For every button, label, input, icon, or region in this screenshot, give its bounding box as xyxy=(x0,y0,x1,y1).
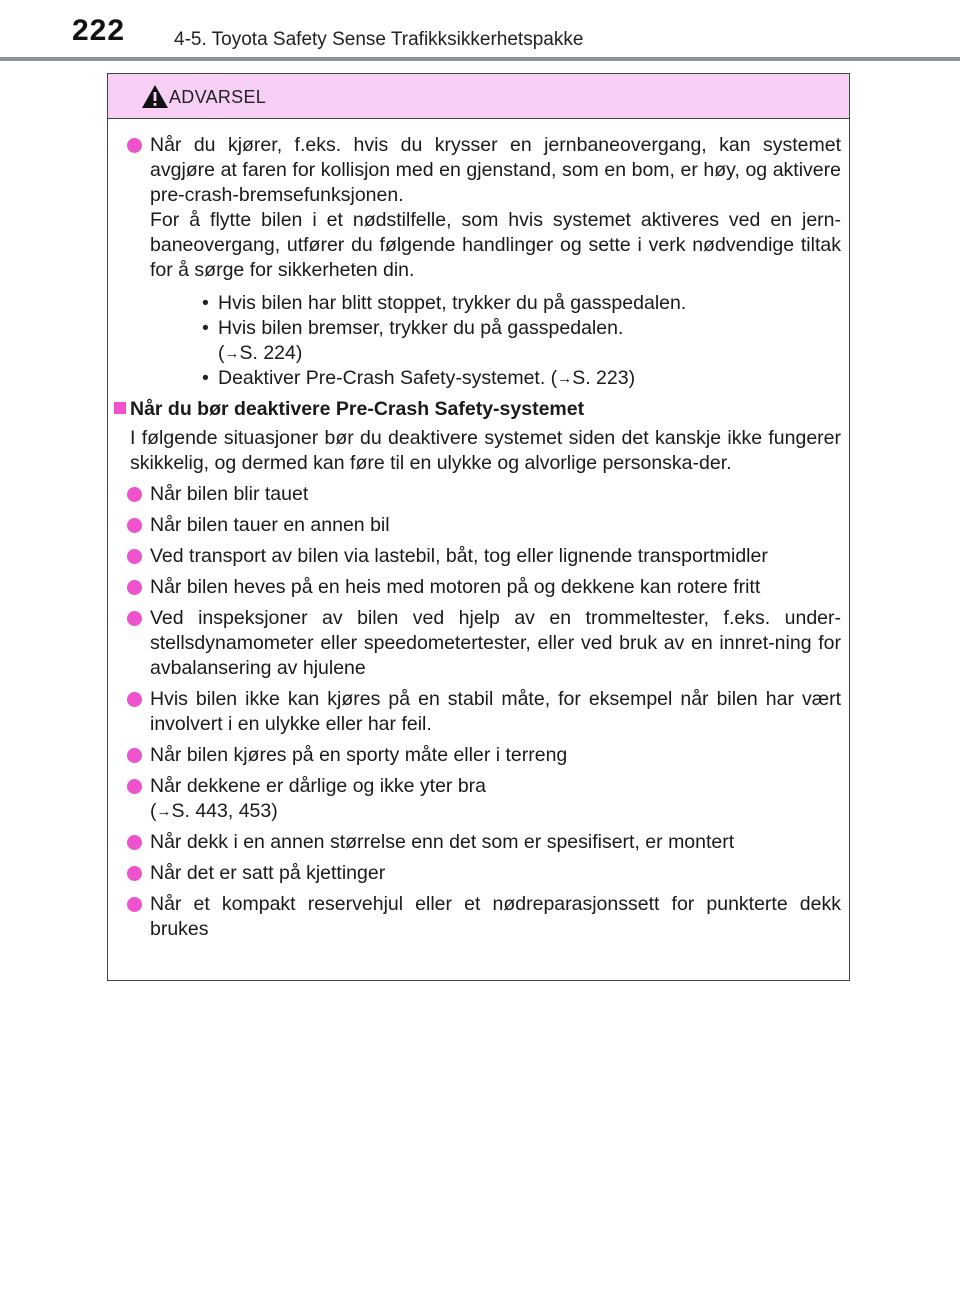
page-reference: S. 443, 453) xyxy=(171,800,278,822)
list-item xyxy=(108,606,841,681)
square-bullet-icon xyxy=(114,402,126,414)
bullet-dot-icon xyxy=(127,518,142,533)
sub-item-text: Hvis bilen bremser, trykker du på gasspedalen. xyxy=(218,317,624,339)
bullet-text: Ved inspeksjoner av bilen ved hjelp av en trommeltester, f.eks. under-stellsdynamometer eller speedometertester, eller ved bruk av en innret-ning for avbalansering av hjulene xyxy=(150,607,841,679)
warning-triangle-icon xyxy=(141,84,169,109)
warning-header xyxy=(108,74,849,119)
page-header xyxy=(0,0,960,64)
section-intro: I følgende situasjoner bør du deaktivere systemet siden det kanskje ikke fungerer skikkelig, og dermed kan føre til en ulykke og alvorlige personska-der. xyxy=(130,427,841,474)
warning-content xyxy=(108,119,849,942)
sub-item-text: Hvis bilen har blitt stoppet, trykker du på gasspedalen. xyxy=(218,292,687,314)
bullet-dot-icon xyxy=(127,779,142,794)
list-item xyxy=(108,575,841,600)
list-item xyxy=(108,830,841,855)
bullet-text: Når det er satt på kjettinger xyxy=(150,862,386,884)
arrow-right-icon: → xyxy=(557,370,573,387)
bullet-dot-icon xyxy=(127,487,142,502)
page-reference: S. 223) xyxy=(572,367,636,389)
arrow-right-icon: → xyxy=(224,345,240,362)
list-item xyxy=(108,743,841,768)
page-reference-paren: ( xyxy=(218,342,225,364)
list-item xyxy=(108,774,841,824)
list-item xyxy=(108,861,841,886)
bullet-text: Når bilen kjøres på en sporty måte eller i terreng xyxy=(150,744,568,766)
bullet-text: Hvis bilen ikke kan kjøres på en stabil måte, for eksempel når bilen har vært involvert i en ulykke eller har feil. xyxy=(150,688,841,735)
bullet-text: Når et kompakt reservehjul eller et nødreparasjonssett for punkterte dekk brukes xyxy=(150,893,841,940)
bullet-dot-icon xyxy=(127,580,142,595)
bullet-dot-icon xyxy=(127,835,142,850)
list-item xyxy=(108,133,841,391)
page-reference: S. 224) xyxy=(239,342,303,364)
bullet-text: Når bilen blir tauet xyxy=(150,483,309,505)
header-divider xyxy=(0,57,960,61)
bullet-text: Når du kjører, f.eks. hvis du krysser en jernbaneovergang, kan systemet avgjøre at faren for kollisjon med en gjenstand, som en bom, er høy, og aktivere pre-crash-bremsefunksjonen. xyxy=(150,134,841,206)
sub-list xyxy=(150,291,841,391)
section-title: 4-5. Toyota Safety Sense Trafikksikkerhetspakke xyxy=(174,29,584,50)
bullet-dot-icon xyxy=(127,866,142,881)
page-number: 222 xyxy=(72,14,126,47)
bullet-text: Når dekkene er dårlige og ikke yter bra xyxy=(150,775,487,797)
sub-list-item xyxy=(202,316,841,366)
page-reference-paren: ( xyxy=(150,800,157,822)
warning-box xyxy=(107,73,850,981)
bullet-text: Når bilen tauer en annen bil xyxy=(150,514,390,536)
section-heading xyxy=(108,397,841,422)
list-item xyxy=(108,687,841,737)
list-item xyxy=(108,544,841,569)
list-item xyxy=(108,892,841,942)
bullet-text: Når bilen heves på en heis med motoren på og dekkene kan rotere fritt xyxy=(150,576,761,598)
bullet-text: Ved transport av bilen via lastebil, båt, tog eller lignende transportmidler xyxy=(150,545,768,567)
bullet-dot-icon xyxy=(127,611,142,626)
bullet-text: Når dekk i en annen størrelse enn det som er spesifisert, er montert xyxy=(150,831,735,853)
section-heading-text: Når du bør deaktivere Pre-Crash Safety-systemet xyxy=(130,398,585,420)
bullet-text: For å flytte bilen i et nødstilfelle, som hvis systemet aktiveres ved en jern-baneovergang, utfører du følgende handlinger og sette i verk nødvendige tiltak for å sørge for sikkerheten din. xyxy=(150,209,841,281)
bullet-dot-icon xyxy=(127,692,142,707)
arrow-right-icon: → xyxy=(156,803,172,820)
bullet-dot-icon xyxy=(127,138,142,153)
sub-list-item xyxy=(202,366,841,391)
list-item xyxy=(108,482,841,507)
bullet-dot-icon xyxy=(127,897,142,912)
sub-list-item xyxy=(202,291,841,316)
bullet-dot-icon xyxy=(127,549,142,564)
sub-item-text: Deaktiver Pre-Crash Safety-systemet. ( xyxy=(218,367,558,389)
warning-label: ADVARSEL xyxy=(169,87,267,107)
bullet-dot-icon xyxy=(127,748,142,763)
list-item xyxy=(108,513,841,538)
